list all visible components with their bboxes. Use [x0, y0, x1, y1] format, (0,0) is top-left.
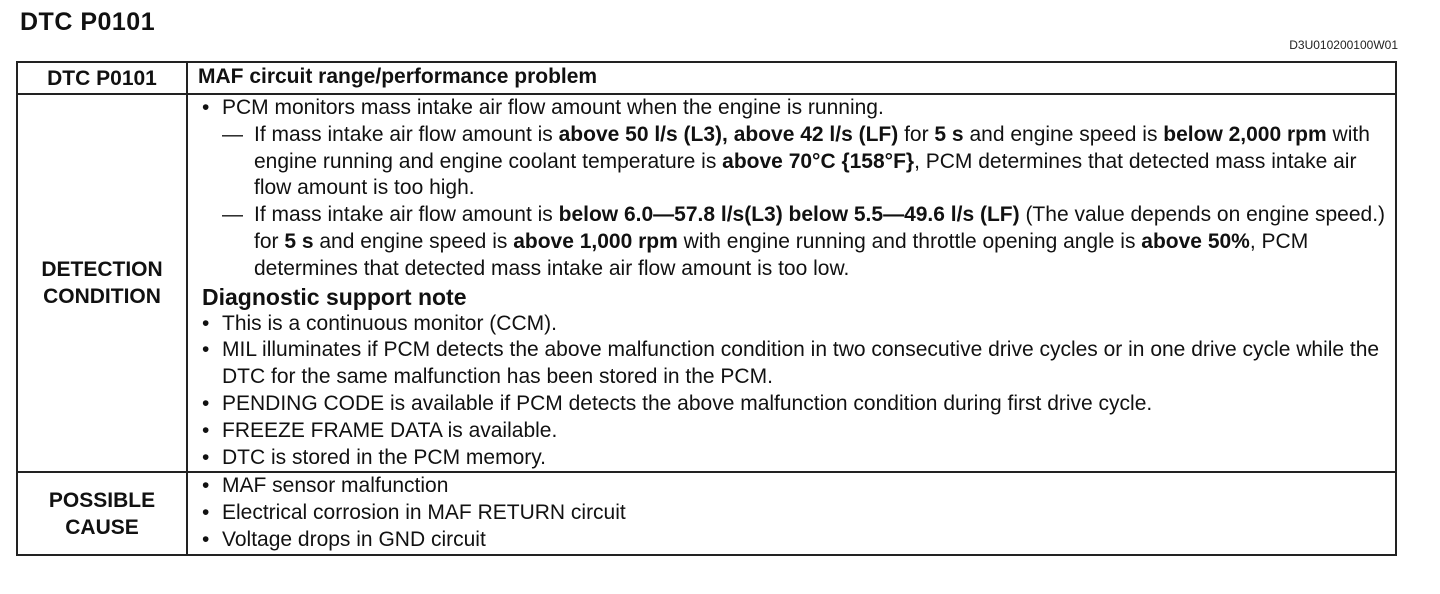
- note-text: MIL illuminates if PCM detects the above malfunction condition in two consecutive drive cycles or in one drive cycle while the DTC for the same malfunction has been stored in the PCM.: [222, 338, 1380, 389]
- possible-cause-body: [187, 472, 1396, 554]
- text-run: with engine running and engine coolant temperature is: [254, 122, 1370, 173]
- possible-cause-label: [17, 472, 187, 554]
- bold-run: above 50%: [1141, 229, 1250, 253]
- cause-text: Voltage drops in GND circuit: [222, 527, 486, 551]
- list-item: [202, 473, 1387, 500]
- text-run: and engine speed is: [963, 122, 1164, 146]
- bullet-icon: •: [202, 338, 210, 362]
- note-text: FREEZE FRAME DATA is available.: [222, 418, 558, 442]
- detection-condition-body: [187, 94, 1396, 472]
- bold-run: above 1,000 rpm: [513, 229, 678, 253]
- dash-item-text: [254, 122, 1387, 202]
- list-item: [202, 500, 1387, 527]
- bullet-icon: •: [202, 418, 210, 442]
- header-dtc-cell: DTC P0101: [17, 62, 187, 94]
- detection-label-line1: DETECTION: [41, 258, 163, 282]
- dash-item-text: [254, 202, 1387, 282]
- note-text: DTC is stored in the PCM memory.: [222, 445, 547, 469]
- detection-label-line2: CONDITION: [43, 285, 161, 309]
- text-run: with engine running and throttle opening angle is: [677, 229, 1142, 253]
- text-run: (The value depends on engine speed.) for: [254, 203, 1386, 253]
- text-run: If mass intake air flow amount is: [254, 203, 559, 227]
- text-run: , PCM determines that detected mass intake air flow amount is too low.: [254, 229, 1309, 280]
- bullet-icon: •: [202, 474, 210, 498]
- list-item: [202, 337, 1387, 391]
- bold-run: 5 s: [284, 229, 314, 253]
- bold-run: below 6.0—57.8 l/s(L3) below 5.5—49.6 l/s (LF): [558, 203, 1020, 227]
- list-item: [202, 418, 1387, 445]
- bold-run: above 70°C {158°F}: [722, 149, 915, 173]
- dash-icon: —: [222, 203, 243, 227]
- page-title: DTC P0101: [20, 8, 156, 36]
- list-item: [202, 527, 1387, 554]
- bullet-icon: •: [202, 501, 210, 525]
- list-item: [202, 391, 1387, 418]
- bullet-icon: •: [202, 445, 210, 469]
- list-item: [202, 311, 1387, 338]
- dtc-table: [16, 61, 1397, 556]
- cause-text: Electrical corrosion in MAF RETURN circuit: [222, 501, 626, 525]
- bullet-icon: •: [202, 96, 210, 119]
- list-item: [202, 95, 1387, 122]
- note-text: This is a continuous monitor (CCM).: [222, 311, 557, 335]
- detection-dash-item-1: [202, 122, 1387, 202]
- diagnostic-note-heading: Diagnostic support note: [202, 283, 467, 310]
- bullet-icon: •: [202, 527, 210, 551]
- bold-run: above 50 l/s (L3), above 42 l/s (LF): [558, 122, 899, 146]
- possible-cause-row: [17, 472, 1396, 554]
- detection-bullet-text: PCM monitors mass intake air flow amount when the engine is running.: [222, 96, 884, 119]
- detection-condition-label: [17, 94, 187, 472]
- bold-run: 5 s: [934, 122, 964, 146]
- bullet-icon: •: [202, 391, 210, 415]
- bullet-icon: •: [202, 311, 210, 335]
- text-run: , PCM determines that detected mass intake air flow amount is too high.: [254, 149, 1357, 200]
- detection-dash-item-2: [202, 202, 1387, 282]
- cause-label-line2: CAUSE: [65, 515, 139, 539]
- detection-condition-row: [17, 94, 1396, 472]
- text-run: and engine speed is: [313, 229, 514, 253]
- text-run: If mass intake air flow amount is: [254, 122, 559, 146]
- bold-run: below 2,000 rpm: [1163, 122, 1327, 146]
- document-code: D3U010200100W01: [1289, 38, 1398, 52]
- note-text: PENDING CODE is available if PCM detects the above malfunction condition during first drive cycle.: [222, 391, 1153, 415]
- cause-label-line1: POSSIBLE: [48, 488, 156, 512]
- cause-text: MAF sensor malfunction: [222, 474, 449, 498]
- text-run: for: [898, 122, 935, 146]
- header-description-cell: MAF circuit range/performance problem: [187, 62, 1396, 94]
- dash-icon: —: [222, 122, 243, 146]
- table-header-row: [17, 62, 1396, 94]
- list-item: [202, 445, 1387, 472]
